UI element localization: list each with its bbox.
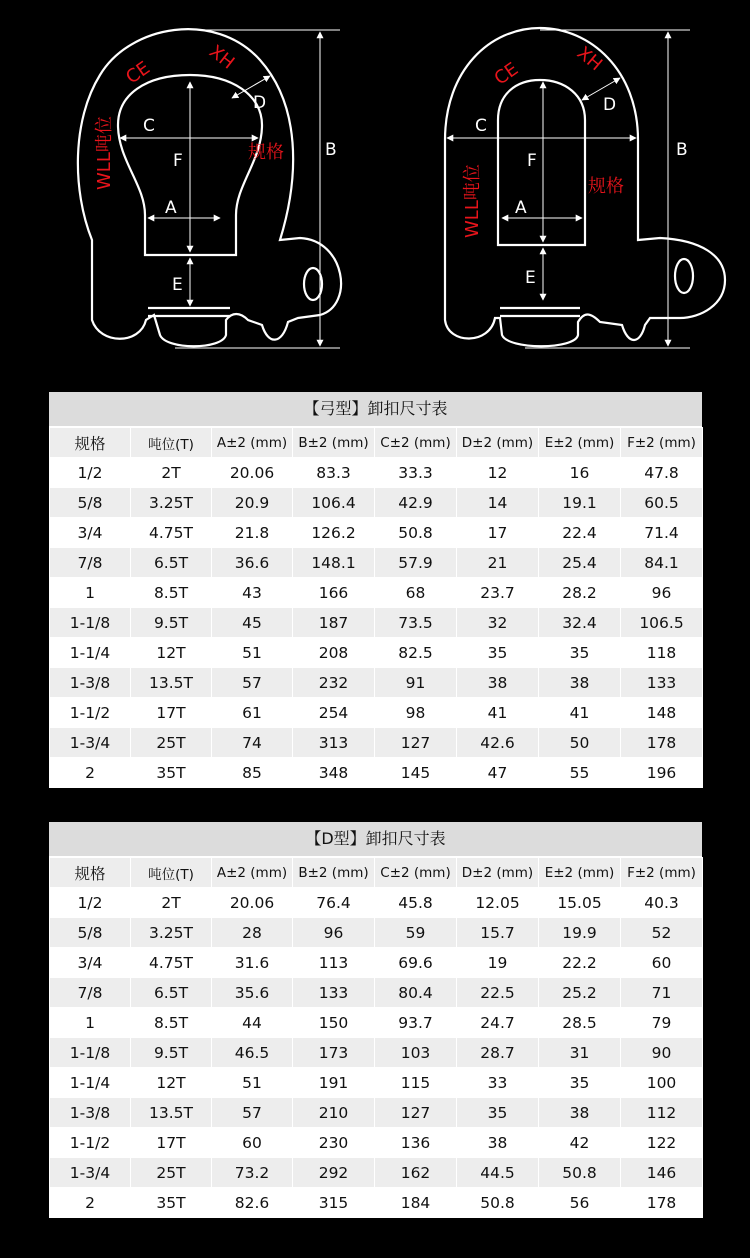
table-cell: 166 bbox=[293, 578, 375, 608]
table-cell: 173 bbox=[293, 1038, 375, 1068]
table-cell: 7/8 bbox=[50, 548, 131, 578]
table-cell: 230 bbox=[293, 1128, 375, 1158]
table-cell: 57 bbox=[212, 668, 293, 698]
label-b-left: B bbox=[325, 140, 337, 160]
label-spec-left: 规格 bbox=[248, 142, 284, 163]
table-cell: 32.4 bbox=[539, 608, 621, 638]
label-xh-left: XH bbox=[205, 41, 239, 74]
shackle-diagrams bbox=[0, 0, 750, 380]
table-cell: 178 bbox=[621, 728, 703, 758]
table-row bbox=[50, 458, 703, 488]
table-cell: 13.5T bbox=[131, 1098, 212, 1128]
column-header: F±2 (mm) bbox=[621, 428, 703, 458]
label-ce-right: CE bbox=[490, 58, 523, 90]
table-row bbox=[50, 1038, 703, 1068]
table-cell: 1-1/8 bbox=[50, 1038, 131, 1068]
table-cell: 91 bbox=[375, 668, 457, 698]
table-cell: 12T bbox=[131, 1068, 212, 1098]
table-cell: 38 bbox=[457, 1128, 539, 1158]
column-header: D±2 (mm) bbox=[457, 858, 539, 888]
table-cell: 196 bbox=[621, 758, 703, 788]
table-cell: 51 bbox=[212, 638, 293, 668]
label-ce-left: CE bbox=[122, 57, 154, 89]
table-cell: 8.5T bbox=[131, 578, 212, 608]
table-row bbox=[50, 1098, 703, 1128]
table-cell: 232 bbox=[293, 668, 375, 698]
table-row bbox=[50, 918, 703, 948]
label-e-left: E bbox=[172, 275, 183, 295]
table-cell: 44.5 bbox=[457, 1158, 539, 1188]
table-cell: 17 bbox=[457, 518, 539, 548]
table-cell: 31 bbox=[539, 1038, 621, 1068]
d-shackle-inner bbox=[498, 80, 585, 245]
table-cell: 82.5 bbox=[375, 638, 457, 668]
table-row bbox=[50, 698, 703, 728]
label-wll-right: WLL吨位 bbox=[462, 164, 483, 238]
column-header: D±2 (mm) bbox=[457, 428, 539, 458]
table-cell: 85 bbox=[212, 758, 293, 788]
table-cell: 90 bbox=[621, 1038, 703, 1068]
column-header: 吨位(T) bbox=[131, 428, 212, 458]
table-cell: 82.6 bbox=[212, 1188, 293, 1218]
table-cell: 41 bbox=[539, 698, 621, 728]
label-e-right: E bbox=[525, 268, 536, 288]
table-cell: 178 bbox=[621, 1188, 703, 1218]
table-cell: 42.9 bbox=[375, 488, 457, 518]
table-row bbox=[50, 518, 703, 548]
d-pin-eye bbox=[675, 259, 693, 293]
table-cell: 136 bbox=[375, 1128, 457, 1158]
table-row bbox=[50, 1068, 703, 1098]
table-cell: 162 bbox=[375, 1158, 457, 1188]
table-cell: 79 bbox=[621, 1008, 703, 1038]
table-cell: 35 bbox=[539, 638, 621, 668]
table-cell: 76.4 bbox=[293, 888, 375, 918]
table-row bbox=[50, 948, 703, 978]
table-cell: 150 bbox=[293, 1008, 375, 1038]
column-header: B±2 (mm) bbox=[293, 428, 375, 458]
table-cell: 20.06 bbox=[212, 888, 293, 918]
table-cell: 1/2 bbox=[50, 458, 131, 488]
table-cell: 61 bbox=[212, 698, 293, 728]
table-row bbox=[50, 488, 703, 518]
table-cell: 115 bbox=[375, 1068, 457, 1098]
table-cell: 145 bbox=[375, 758, 457, 788]
table-cell: 133 bbox=[621, 668, 703, 698]
table-cell: 56 bbox=[539, 1188, 621, 1218]
table-cell: 3/4 bbox=[50, 948, 131, 978]
table-cell: 25.4 bbox=[539, 548, 621, 578]
table-cell: 60 bbox=[212, 1128, 293, 1158]
table-cell: 50.8 bbox=[539, 1158, 621, 1188]
table-cell: 4.75T bbox=[131, 948, 212, 978]
table-cell: 57.9 bbox=[375, 548, 457, 578]
table-cell: 106.4 bbox=[293, 488, 375, 518]
label-a-left: A bbox=[165, 198, 177, 218]
column-header: E±2 (mm) bbox=[539, 858, 621, 888]
table-cell: 36.6 bbox=[212, 548, 293, 578]
table-row bbox=[50, 978, 703, 1008]
table-cell: 15.7 bbox=[457, 918, 539, 948]
column-header: A±2 (mm) bbox=[212, 858, 293, 888]
table-cell: 184 bbox=[375, 1188, 457, 1218]
table-cell: 40.3 bbox=[621, 888, 703, 918]
column-header: 规格 bbox=[50, 428, 131, 458]
table-cell: 69.6 bbox=[375, 948, 457, 978]
table-cell: 112 bbox=[621, 1098, 703, 1128]
table-cell: 122 bbox=[621, 1128, 703, 1158]
table-cell: 106.5 bbox=[621, 608, 703, 638]
table-cell: 12.05 bbox=[457, 888, 539, 918]
table-cell: 50.8 bbox=[375, 518, 457, 548]
table-cell: 60.5 bbox=[621, 488, 703, 518]
table-cell: 191 bbox=[293, 1068, 375, 1098]
table-cell: 22.4 bbox=[539, 518, 621, 548]
table-cell: 24.7 bbox=[457, 1008, 539, 1038]
d-shackle-diagram bbox=[445, 28, 725, 348]
table-cell: 43 bbox=[212, 578, 293, 608]
table-row bbox=[50, 608, 703, 638]
table-row bbox=[50, 1158, 703, 1188]
table-cell: 20.06 bbox=[212, 458, 293, 488]
table-cell: 55 bbox=[539, 758, 621, 788]
table-row bbox=[50, 548, 703, 578]
table-cell: 19 bbox=[457, 948, 539, 978]
table-row bbox=[50, 578, 703, 608]
table-row bbox=[50, 1008, 703, 1038]
table-cell: 23.7 bbox=[457, 578, 539, 608]
table-cell: 46.5 bbox=[212, 1038, 293, 1068]
table-cell: 96 bbox=[621, 578, 703, 608]
table-cell: 2T bbox=[131, 458, 212, 488]
table-cell: 210 bbox=[293, 1098, 375, 1128]
spec-table bbox=[49, 427, 703, 788]
shackle-diagram-svg bbox=[0, 0, 750, 380]
table-cell: 1-1/2 bbox=[50, 698, 131, 728]
table-cell: 19.9 bbox=[539, 918, 621, 948]
table-cell: 42 bbox=[539, 1128, 621, 1158]
table-cell: 71 bbox=[621, 978, 703, 1008]
table-cell: 47 bbox=[457, 758, 539, 788]
table-cell: 148.1 bbox=[293, 548, 375, 578]
table-cell: 15.05 bbox=[539, 888, 621, 918]
table-cell: 38 bbox=[539, 668, 621, 698]
bow-pin-eye bbox=[304, 268, 322, 300]
table-cell: 1-1/4 bbox=[50, 638, 131, 668]
table-title: 【D型】卸扣尺寸表 bbox=[49, 822, 702, 857]
table-cell: 292 bbox=[293, 1158, 375, 1188]
table-cell: 348 bbox=[293, 758, 375, 788]
column-header: B±2 (mm) bbox=[293, 858, 375, 888]
table-cell: 5/8 bbox=[50, 488, 131, 518]
table-cell: 127 bbox=[375, 1098, 457, 1128]
column-header: 规格 bbox=[50, 858, 131, 888]
table-cell: 6.5T bbox=[131, 978, 212, 1008]
label-a-right: A bbox=[515, 198, 527, 218]
table-cell: 19.1 bbox=[539, 488, 621, 518]
table-cell: 9.5T bbox=[131, 608, 212, 638]
table-cell: 22.2 bbox=[539, 948, 621, 978]
table-cell: 25.2 bbox=[539, 978, 621, 1008]
table-cell: 4.75T bbox=[131, 518, 212, 548]
table-cell: 35 bbox=[539, 1068, 621, 1098]
header-row bbox=[50, 428, 703, 458]
table-cell: 45.8 bbox=[375, 888, 457, 918]
table-cell: 84.1 bbox=[621, 548, 703, 578]
column-header: C±2 (mm) bbox=[375, 428, 457, 458]
table-cell: 83.3 bbox=[293, 458, 375, 488]
table-cell: 96 bbox=[293, 918, 375, 948]
table-cell: 25T bbox=[131, 1158, 212, 1188]
table-cell: 47.8 bbox=[621, 458, 703, 488]
table-cell: 38 bbox=[539, 1098, 621, 1128]
table-cell: 31.6 bbox=[212, 948, 293, 978]
table-cell: 35 bbox=[457, 638, 539, 668]
column-header: A±2 (mm) bbox=[212, 428, 293, 458]
d-shackle-spec-table bbox=[49, 822, 702, 1218]
column-header: E±2 (mm) bbox=[539, 428, 621, 458]
table-cell: 73.2 bbox=[212, 1158, 293, 1188]
column-header: C±2 (mm) bbox=[375, 858, 457, 888]
table-cell: 32 bbox=[457, 608, 539, 638]
table-cell: 1-3/8 bbox=[50, 1098, 131, 1128]
table-cell: 2 bbox=[50, 758, 131, 788]
table-cell: 71.4 bbox=[621, 518, 703, 548]
table-cell: 315 bbox=[293, 1188, 375, 1218]
table-cell: 35 bbox=[457, 1098, 539, 1128]
table-cell: 45 bbox=[212, 608, 293, 638]
table-row bbox=[50, 1128, 703, 1158]
label-b-right: B bbox=[676, 140, 688, 160]
table-cell: 187 bbox=[293, 608, 375, 638]
table-cell: 17T bbox=[131, 1128, 212, 1158]
label-wll-left: WLL吨位 bbox=[94, 116, 115, 190]
label-xh-right: XH bbox=[572, 42, 607, 76]
label-f-left: F bbox=[173, 151, 183, 171]
table-cell: 50.8 bbox=[457, 1188, 539, 1218]
label-spec-right: 规格 bbox=[588, 176, 624, 197]
spec-table bbox=[49, 857, 703, 1218]
bow-shackle-spec-table bbox=[49, 392, 702, 788]
table-cell: 126.2 bbox=[293, 518, 375, 548]
table-cell: 60 bbox=[621, 948, 703, 978]
table-cell: 57 bbox=[212, 1098, 293, 1128]
table-cell: 1-3/4 bbox=[50, 1158, 131, 1188]
table-cell: 1 bbox=[50, 578, 131, 608]
table-cell: 50 bbox=[539, 728, 621, 758]
label-c-left: C bbox=[143, 116, 155, 136]
table-cell: 35.6 bbox=[212, 978, 293, 1008]
table-cell: 41 bbox=[457, 698, 539, 728]
table-cell: 74 bbox=[212, 728, 293, 758]
table-cell: 5/8 bbox=[50, 918, 131, 948]
table-cell: 1 bbox=[50, 1008, 131, 1038]
table-cell: 146 bbox=[621, 1158, 703, 1188]
table-cell: 21 bbox=[457, 548, 539, 578]
table-cell: 28.7 bbox=[457, 1038, 539, 1068]
table-cell: 3.25T bbox=[131, 918, 212, 948]
table-cell: 28 bbox=[212, 918, 293, 948]
table-cell: 38 bbox=[457, 668, 539, 698]
table-cell: 1-1/4 bbox=[50, 1068, 131, 1098]
table-cell: 1-3/4 bbox=[50, 728, 131, 758]
table-cell: 103 bbox=[375, 1038, 457, 1068]
table-cell: 80.4 bbox=[375, 978, 457, 1008]
table-cell: 28.2 bbox=[539, 578, 621, 608]
table-cell: 3/4 bbox=[50, 518, 131, 548]
table-cell: 9.5T bbox=[131, 1038, 212, 1068]
table-cell: 52 bbox=[621, 918, 703, 948]
table-cell: 2T bbox=[131, 888, 212, 918]
table-cell: 93.7 bbox=[375, 1008, 457, 1038]
table-row bbox=[50, 668, 703, 698]
column-header: 吨位(T) bbox=[131, 858, 212, 888]
bow-shackle-diagram bbox=[78, 29, 341, 348]
table-row bbox=[50, 888, 703, 918]
table-cell: 17T bbox=[131, 698, 212, 728]
table-cell: 73.5 bbox=[375, 608, 457, 638]
table-cell: 13.5T bbox=[131, 668, 212, 698]
table-cell: 20.9 bbox=[212, 488, 293, 518]
label-f-right: F bbox=[527, 151, 537, 171]
table-cell: 100 bbox=[621, 1068, 703, 1098]
table-cell: 1-1/2 bbox=[50, 1128, 131, 1158]
table-cell: 6.5T bbox=[131, 548, 212, 578]
table-cell: 133 bbox=[293, 978, 375, 1008]
table-cell: 51 bbox=[212, 1068, 293, 1098]
table-cell: 21.8 bbox=[212, 518, 293, 548]
table-cell: 313 bbox=[293, 728, 375, 758]
table-cell: 127 bbox=[375, 728, 457, 758]
table-cell: 22.5 bbox=[457, 978, 539, 1008]
label-d-left: D bbox=[253, 93, 267, 113]
table-cell: 35T bbox=[131, 1188, 212, 1218]
header-row bbox=[50, 858, 703, 888]
label-d-right: D bbox=[603, 95, 617, 115]
column-header: F±2 (mm) bbox=[621, 858, 703, 888]
table-cell: 33 bbox=[457, 1068, 539, 1098]
table-title: 【弓型】卸扣尺寸表 bbox=[49, 392, 702, 427]
table-cell: 113 bbox=[293, 948, 375, 978]
table-cell: 208 bbox=[293, 638, 375, 668]
table-cell: 7/8 bbox=[50, 978, 131, 1008]
table-cell: 12 bbox=[457, 458, 539, 488]
table-cell: 16 bbox=[539, 458, 621, 488]
table-cell: 14 bbox=[457, 488, 539, 518]
table-cell: 42.6 bbox=[457, 728, 539, 758]
table-cell: 12T bbox=[131, 638, 212, 668]
table-cell: 3.25T bbox=[131, 488, 212, 518]
table-cell: 59 bbox=[375, 918, 457, 948]
table-cell: 1-3/8 bbox=[50, 668, 131, 698]
table-cell: 28.5 bbox=[539, 1008, 621, 1038]
table-cell: 44 bbox=[212, 1008, 293, 1038]
table-cell: 68 bbox=[375, 578, 457, 608]
table-row bbox=[50, 1188, 703, 1218]
table-cell: 148 bbox=[621, 698, 703, 728]
label-c-right: C bbox=[475, 116, 487, 136]
table-cell: 254 bbox=[293, 698, 375, 728]
table-cell: 118 bbox=[621, 638, 703, 668]
table-row bbox=[50, 728, 703, 758]
table-cell: 25T bbox=[131, 728, 212, 758]
table-cell: 1/2 bbox=[50, 888, 131, 918]
table-row bbox=[50, 758, 703, 788]
table-cell: 2 bbox=[50, 1188, 131, 1218]
table-cell: 1-1/8 bbox=[50, 608, 131, 638]
table-cell: 8.5T bbox=[131, 1008, 212, 1038]
table-cell: 35T bbox=[131, 758, 212, 788]
table-row bbox=[50, 638, 703, 668]
table-cell: 33.3 bbox=[375, 458, 457, 488]
table-cell: 98 bbox=[375, 698, 457, 728]
